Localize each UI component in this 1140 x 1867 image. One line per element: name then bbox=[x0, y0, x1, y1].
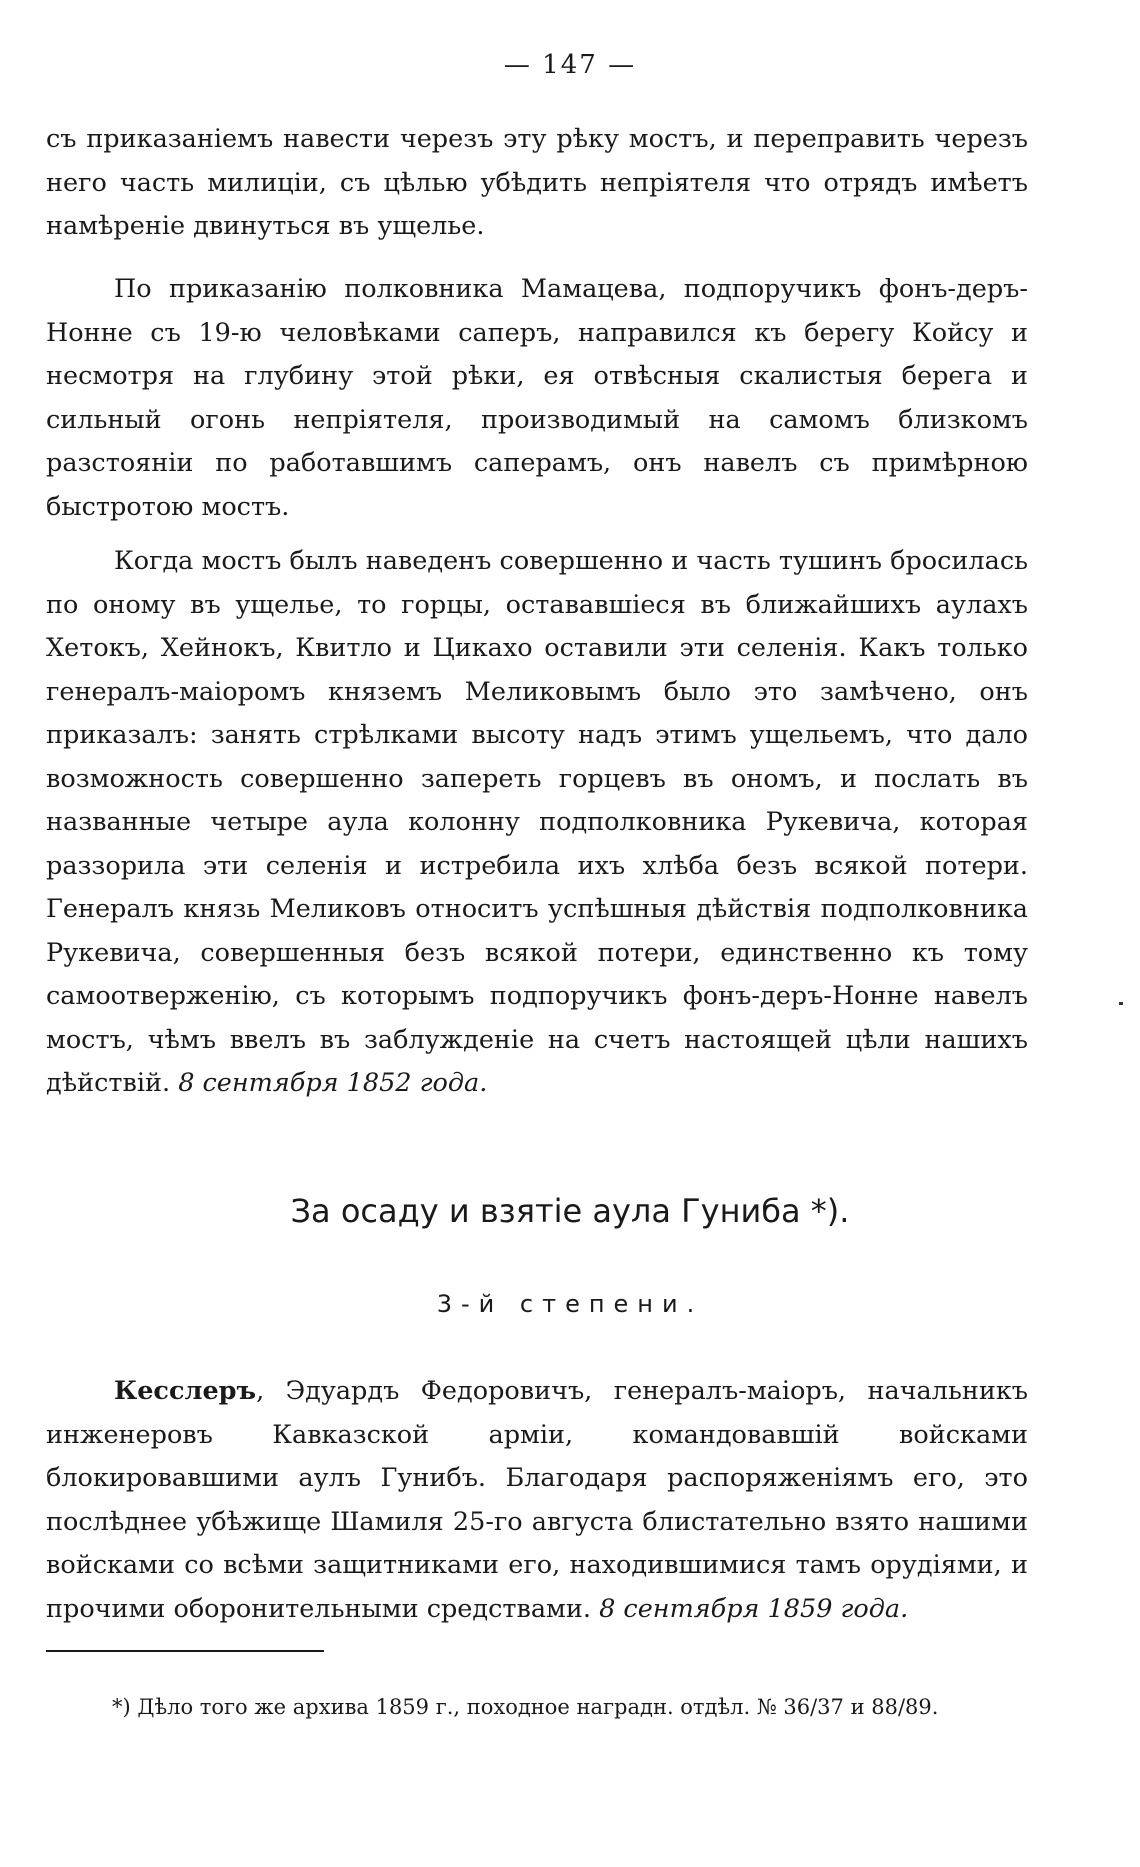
award-entry bbox=[46, 1370, 1028, 1631]
paragraph-continued: съ приказаніемъ навести черезъ эту рѣку мостъ, и переправить черезъ него часть милиціи, съ цѣлью убѣдить непріятеля что отрядъ имѣетъ намѣреніе двинуться въ ущелье. bbox=[46, 124, 1028, 241]
print-speck bbox=[1119, 1002, 1123, 1005]
award-degree: 3-й степени. bbox=[436, 1290, 704, 1318]
recipient-name: Кесслеръ bbox=[114, 1376, 257, 1406]
footnote-divider bbox=[46, 1650, 324, 1652]
section-title: За осаду и взятіе аула Гуниба *). bbox=[290, 1192, 850, 1230]
paragraph-outcome-text: Когда мостъ былъ наведенъ совершенно и часть тушинъ бросилась по оному въ ущелье, то горцы, остававшіеся въ ближайшихъ аулахъ Хетокъ, Хейнокъ, Квитло и Цикахо оставили эти селенія. Какъ только генералъ-маіоромъ княземъ Меликовымъ было это замѣчено, онъ приказалъ: занять стрѣлками высоту надъ этимъ ущельемъ, что дало возможность совершенно запереть горцевъ въ ономъ, и послать въ названные четыре аула колонну подполковника Рукевича, которая раззорила эти селенія и истребила ихъ хлѣба безъ всякой потери. Генералъ князь Меликовъ относитъ успѣшныя дѣйствія подполковника Рукевича, совершенныя безъ всякой потери, единственно къ тому самоотверженію, съ которымъ подпоручикъ фонъ-деръ-Нонне навелъ мостъ, чѣмъ ввелъ въ заблужденіе на счетъ настоящей цѣли нашихъ дѣйствій. bbox=[46, 546, 1028, 1098]
award-entry-date: 8 сентября 1859 года. bbox=[599, 1593, 909, 1624]
paragraph-bridge-construction: По приказанію полковника Мамацева, подпоручикъ фонъ-деръ-Нонне съ 19-ю человѣками саперъ, направился къ берегу Койсу и несмотря на глубину этой рѣки, ея отвѣсныя скалистыя берега и сильный огонь непріятеля, производимый на самомъ близкомъ разстояніи по работавшимъ саперамъ, онъ навелъ съ примѣрною быстротою мостъ. bbox=[46, 274, 1028, 522]
footnote: *) Дѣло того же архива 1859 г., походное наградн. отдѣл. № 36/37 и 88/89. bbox=[112, 1695, 939, 1719]
award-date: 8 сентября 1852 года. bbox=[178, 1068, 488, 1098]
page-number: — 147 — bbox=[503, 50, 637, 80]
award-entry-text: , Эдуардъ Федоровичъ, генералъ-маіоръ, начальникъ инженеровъ Кавказской арміи, командовавшій войсками блокировавшими аулъ Гунибъ. Благодаря распоряженіямъ его, это послѣднее убѣжище Шамиля 25-го августа блистательно взято нашими войсками со всѣми защитниками его, находившимися тамъ орудіями, и прочими оборонительными средствами. bbox=[46, 1376, 1028, 1624]
paragraph-outcome bbox=[46, 540, 1028, 1106]
